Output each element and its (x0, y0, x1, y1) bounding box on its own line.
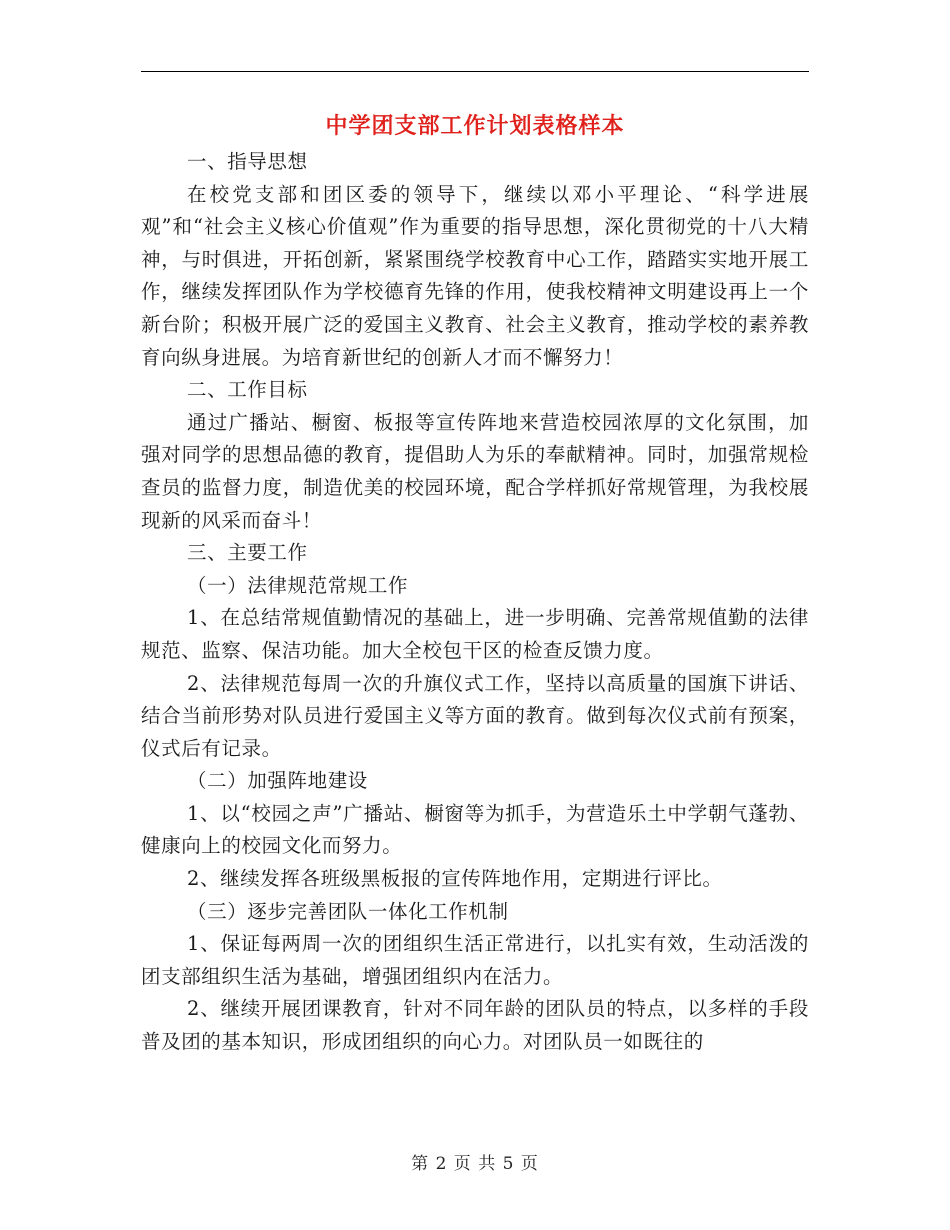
header-rule (141, 71, 809, 72)
document-title: 中学团支部工作计划表格样本 (325, 113, 625, 139)
section-heading-1: 一、指导思想 (187, 150, 308, 173)
paragraph-work-goals: 通过广播站、橱窗、板报等宣传阵地来营造校园浓厚的文化氛围，加强对同学的思想品德的教育，提倡助人为乐的奉献精神。同时，加强常规检查员的监督力度，制造优美的校园环境，配合学样抓好常规管理，为我校展现新的风采而奋斗！ (141, 410, 809, 532)
subsection-heading-2: （二）加强阵地建设 (187, 769, 368, 793)
document-body (141, 146, 809, 1059)
subsection-heading-1: （一）法律规范常规工作 (187, 573, 409, 597)
list-item: 1、保证每两周一次的团组织生活正常进行，以扎实有效，生动活泼的团支部组织生活为基础，增强团组织内在活力。 (141, 932, 809, 988)
subsection-heading-3: （三）逐步完善团队一体化工作机制 (187, 899, 509, 923)
section-heading-3: 三、主要工作 (187, 541, 308, 565)
list-item: 2、继续开展团课教育，针对不同年龄的团队员的特点，以多样的手段普及团的基本知识，形成团组织的向心力。对团队员一如既往的 (141, 997, 809, 1054)
list-item: 1、以“校园之声”广播站、橱窗等为抓手，为营造乐土中学朝气蓬勃、健康向上的校园文化而努力。 (141, 801, 809, 858)
list-item: 2、法律规范每周一次的升旗仪式工作，坚持以高质量的国旗下讲话、结合当前形势对队员进行爱国主义等方面的教育。做到每次仪式前有预案，仪式后有记录。 (141, 671, 809, 760)
section-heading-2: 二、工作目标 (187, 378, 308, 402)
list-item: 2、继续发挥各班级黑板报的宣传阵地作用，定期进行评比。 (187, 867, 723, 891)
paragraph-guiding-ideology: 在校党支部和团区委的领导下，继续以邓小平理论、“科学进展观”和“社会主义核心价值观”作为重要的指导思想，深化贯彻党的十八大精神，与时俱进，开拓创新，紧紧围绕学校教育中心工作，踏踏实实地开展工作，继续发挥团队作为学校德育先锋的作用，使我校精神文明建设再上一个新台阶；积极开展广泛的爱国主义教育、社会主义教育，推动学校的素养教育向纵身进展。为培育新世纪的创新人才而不懈努力！ (141, 182, 809, 369)
list-item: 1、在总结常规值勤情况的基础上，进一步明确、完善常规值勤的法律规范、监察、保洁功能。加大全校包干区的检查反馈力度。 (141, 606, 809, 662)
page-number: 第 2 页 共 5 页 (411, 1154, 539, 1174)
